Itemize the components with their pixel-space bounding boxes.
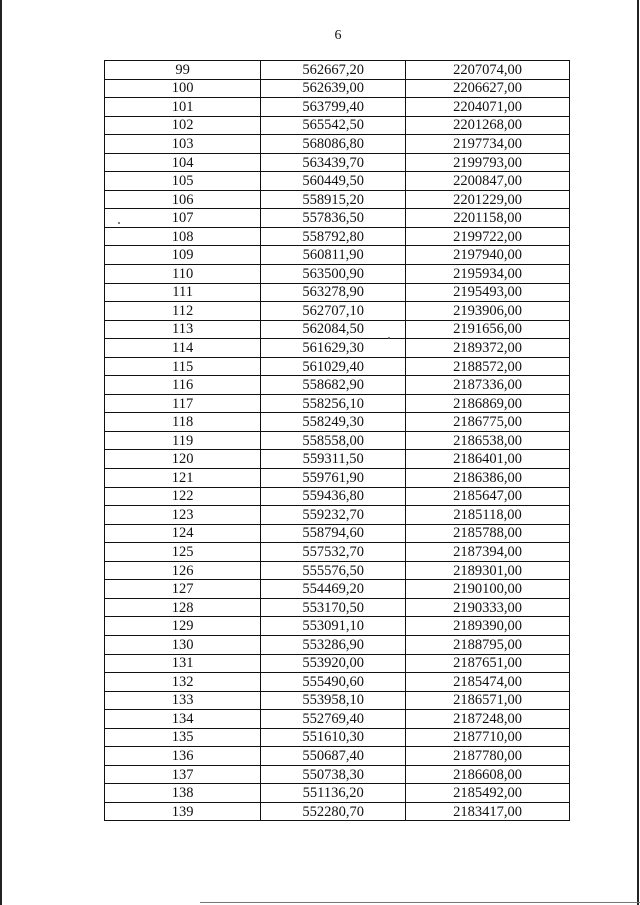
table-row [105, 747, 570, 766]
y-coordinate-cell: 2187336,00 [406, 376, 570, 395]
table-row [105, 209, 570, 228]
coordinates-table [104, 60, 570, 821]
x-coordinate-cell: 558682,90 [261, 376, 406, 395]
x-coordinate-cell: 553170,50 [261, 598, 406, 617]
point-number-cell: 135 [105, 728, 261, 747]
y-coordinate-cell: 2188572,00 [406, 357, 570, 376]
table-row [105, 320, 570, 339]
y-coordinate-cell: 2185118,00 [406, 506, 570, 525]
x-coordinate-cell: 562084,50 [261, 320, 406, 339]
point-number-cell: 117 [105, 394, 261, 413]
y-coordinate-cell: 2187780,00 [406, 747, 570, 766]
x-coordinate-cell: 558558,00 [261, 431, 406, 450]
y-coordinate-cell: 2185492,00 [406, 784, 570, 803]
table-row [105, 376, 570, 395]
y-coordinate-cell: 2201229,00 [406, 190, 570, 209]
table-row [105, 635, 570, 654]
y-coordinate-cell: 2187248,00 [406, 710, 570, 729]
point-number-cell: 136 [105, 747, 261, 766]
x-coordinate-cell: 563799,40 [261, 98, 406, 117]
x-coordinate-cell: 551136,20 [261, 784, 406, 803]
x-coordinate-cell: 561629,30 [261, 339, 406, 358]
table-row [105, 431, 570, 450]
point-number-cell: 115 [105, 357, 261, 376]
table-row [105, 190, 570, 209]
point-number-cell: 111 [105, 283, 261, 302]
page-border-right [637, 0, 639, 905]
point-number-cell: 108 [105, 227, 261, 246]
point-number-cell: 130 [105, 635, 261, 654]
y-coordinate-cell: 2200847,00 [406, 172, 570, 191]
y-coordinate-cell: 2206627,00 [406, 79, 570, 98]
table-row [105, 357, 570, 376]
x-coordinate-cell: 559436,80 [261, 487, 406, 506]
table-row [105, 654, 570, 673]
point-number-cell: 127 [105, 580, 261, 599]
point-number-cell: 106 [105, 190, 261, 209]
x-coordinate-cell: 563278,90 [261, 283, 406, 302]
y-coordinate-cell: 2185474,00 [406, 673, 570, 692]
point-number-cell: 131 [105, 654, 261, 673]
y-coordinate-cell: 2195493,00 [406, 283, 570, 302]
y-coordinate-cell: 2188795,00 [406, 635, 570, 654]
y-coordinate-cell: 2189301,00 [406, 561, 570, 580]
table-row [105, 802, 570, 821]
y-coordinate-cell: 2191656,00 [406, 320, 570, 339]
table-row [105, 543, 570, 562]
table-row [105, 246, 570, 265]
x-coordinate-cell: 560449,50 [261, 172, 406, 191]
point-number-cell: 99 [105, 61, 261, 80]
x-coordinate-cell: 553958,10 [261, 691, 406, 710]
x-coordinate-cell: 565542,50 [261, 116, 406, 135]
point-number-cell: 133 [105, 691, 261, 710]
y-coordinate-cell: 2197734,00 [406, 135, 570, 154]
x-coordinate-cell: 553286,90 [261, 635, 406, 654]
table-row [105, 265, 570, 284]
point-number-cell: 139 [105, 802, 261, 821]
point-number-cell: 110 [105, 265, 261, 284]
point-number-cell: 100 [105, 79, 261, 98]
point-number-cell: 102 [105, 116, 261, 135]
point-number-cell: 128 [105, 598, 261, 617]
x-coordinate-cell: 562639,00 [261, 79, 406, 98]
table-row [105, 302, 570, 321]
point-number-cell: 121 [105, 469, 261, 488]
table-row [105, 469, 570, 488]
table-row [105, 487, 570, 506]
x-coordinate-cell: 551610,30 [261, 728, 406, 747]
point-number-cell: 105 [105, 172, 261, 191]
table-row [105, 153, 570, 172]
y-coordinate-cell: 2204071,00 [406, 98, 570, 117]
table-row [105, 116, 570, 135]
x-coordinate-cell: 552280,70 [261, 802, 406, 821]
y-coordinate-cell: 2199793,00 [406, 153, 570, 172]
x-coordinate-cell: 558792,80 [261, 227, 406, 246]
x-coordinate-cell: 559761,90 [261, 469, 406, 488]
y-coordinate-cell: 2185647,00 [406, 487, 570, 506]
x-coordinate-cell: 561029,40 [261, 357, 406, 376]
table-row [105, 61, 570, 80]
y-coordinate-cell: 2187710,00 [406, 728, 570, 747]
x-coordinate-cell: 562667,20 [261, 61, 406, 80]
point-number-cell: 124 [105, 524, 261, 543]
y-coordinate-cell: 2186869,00 [406, 394, 570, 413]
table-row [105, 728, 570, 747]
x-coordinate-cell: 553091,10 [261, 617, 406, 636]
page-border-left [0, 0, 2, 905]
point-number-cell: 120 [105, 450, 261, 469]
table-row [105, 135, 570, 154]
table-row [105, 598, 570, 617]
point-number-cell: 104 [105, 153, 261, 172]
table-row [105, 413, 570, 432]
y-coordinate-cell: 2186401,00 [406, 450, 570, 469]
x-coordinate-cell: 552769,40 [261, 710, 406, 729]
point-number-cell: 119 [105, 431, 261, 450]
page-number: 6 [334, 28, 342, 43]
x-coordinate-cell: 558256,10 [261, 394, 406, 413]
x-coordinate-cell: 553920,00 [261, 654, 406, 673]
x-coordinate-cell: 557532,70 [261, 543, 406, 562]
table-row [105, 710, 570, 729]
table-row [105, 691, 570, 710]
page-border-bottom [200, 902, 640, 903]
table-row [105, 450, 570, 469]
x-coordinate-cell: 560811,90 [261, 246, 406, 265]
table-row [105, 79, 570, 98]
y-coordinate-cell: 2195934,00 [406, 265, 570, 284]
point-number-cell: 132 [105, 673, 261, 692]
point-number-cell: 107 [105, 209, 261, 228]
x-coordinate-cell: 563500,90 [261, 265, 406, 284]
point-number-cell: 103 [105, 135, 261, 154]
x-coordinate-cell: 554469,20 [261, 580, 406, 599]
table-row [105, 98, 570, 117]
y-coordinate-cell: 2187651,00 [406, 654, 570, 673]
table-row [105, 394, 570, 413]
y-coordinate-cell: 2186571,00 [406, 691, 570, 710]
x-coordinate-cell: 559232,70 [261, 506, 406, 525]
y-coordinate-cell: 2186775,00 [406, 413, 570, 432]
point-number-cell: 109 [105, 246, 261, 265]
point-number-cell: 113 [105, 320, 261, 339]
point-number-cell: 134 [105, 710, 261, 729]
x-coordinate-cell: 568086,80 [261, 135, 406, 154]
table-row [105, 561, 570, 580]
x-coordinate-cell: 550687,40 [261, 747, 406, 766]
point-number-cell: 122 [105, 487, 261, 506]
x-coordinate-cell: 550738,30 [261, 765, 406, 784]
y-coordinate-cell: 2190333,00 [406, 598, 570, 617]
point-number-cell: 137 [105, 765, 261, 784]
x-coordinate-cell: 562707,10 [261, 302, 406, 321]
y-coordinate-cell: 2186386,00 [406, 469, 570, 488]
table-row [105, 283, 570, 302]
table-row [105, 227, 570, 246]
y-coordinate-cell: 2190100,00 [406, 580, 570, 599]
point-number-cell: 126 [105, 561, 261, 580]
x-coordinate-cell: 555490,60 [261, 673, 406, 692]
y-coordinate-cell: 2187394,00 [406, 543, 570, 562]
x-coordinate-cell: 559311,50 [261, 450, 406, 469]
point-number-cell: 118 [105, 413, 261, 432]
x-coordinate-cell: 557836,50 [261, 209, 406, 228]
table-row [105, 765, 570, 784]
y-coordinate-cell: 2189372,00 [406, 339, 570, 358]
point-number-cell: 114 [105, 339, 261, 358]
table-row [105, 784, 570, 803]
table-row [105, 580, 570, 599]
y-coordinate-cell: 2201158,00 [406, 209, 570, 228]
y-coordinate-cell: 2199722,00 [406, 227, 570, 246]
point-number-cell: 112 [105, 302, 261, 321]
point-number-cell: 125 [105, 543, 261, 562]
y-coordinate-cell: 2186538,00 [406, 431, 570, 450]
y-coordinate-cell: 2183417,00 [406, 802, 570, 821]
x-coordinate-cell: 563439,70 [261, 153, 406, 172]
y-coordinate-cell: 2185788,00 [406, 524, 570, 543]
y-coordinate-cell: 2197940,00 [406, 246, 570, 265]
table-row [105, 506, 570, 525]
table-row [105, 339, 570, 358]
x-coordinate-cell: 558794,60 [261, 524, 406, 543]
table-row [105, 172, 570, 191]
point-number-cell: 138 [105, 784, 261, 803]
scan-speck [388, 337, 390, 339]
point-number-cell: 129 [105, 617, 261, 636]
table-row [105, 617, 570, 636]
y-coordinate-cell: 2193906,00 [406, 302, 570, 321]
y-coordinate-cell: 2207074,00 [406, 61, 570, 80]
table-row [105, 673, 570, 692]
x-coordinate-cell: 558915,20 [261, 190, 406, 209]
x-coordinate-cell: 558249,30 [261, 413, 406, 432]
y-coordinate-cell: 2189390,00 [406, 617, 570, 636]
y-coordinate-cell: 2201268,00 [406, 116, 570, 135]
y-coordinate-cell: 2186608,00 [406, 765, 570, 784]
table-row [105, 524, 570, 543]
x-coordinate-cell: 555576,50 [261, 561, 406, 580]
coordinates-table-body [105, 61, 570, 821]
point-number-cell: 101 [105, 98, 261, 117]
point-number-cell: 116 [105, 376, 261, 395]
point-number-cell: 123 [105, 506, 261, 525]
scan-speck [118, 222, 120, 224]
